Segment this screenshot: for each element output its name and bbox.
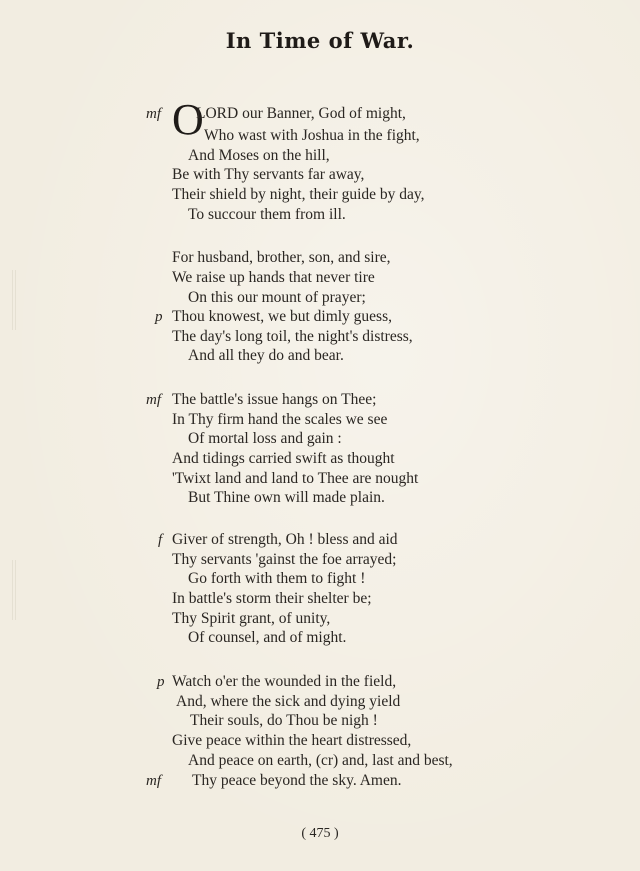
verse-line: The battle's issue hangs on Thee; — [172, 391, 377, 408]
verse-line: Of mortal loss and gain : — [188, 430, 342, 447]
verse-line: Their shield by night, their guide by day, — [172, 186, 425, 203]
verse-line: Thy servants 'gainst the foe arrayed; — [172, 551, 397, 568]
dynamic-marking: mf — [146, 392, 161, 408]
verse-line: To succour them from ill. — [188, 206, 346, 223]
verse-line: We raise up hands that never tire — [172, 269, 375, 286]
verse-line: Their souls, do Thou be nigh ! — [190, 712, 378, 729]
verse-line: And all they do and bear. — [188, 347, 344, 364]
verse-line: Giver of strength, Oh ! bless and aid — [172, 531, 398, 548]
verse-line: And tidings carried swift as thought — [172, 450, 395, 467]
verse-line: 'Twixt land and land to Thee are nought — [172, 470, 419, 487]
verse-line: And, where the sick and dying yield — [176, 693, 401, 710]
dynamic-marking: p — [155, 309, 163, 325]
dynamic-marking: p — [157, 674, 165, 690]
verse-line: Who wast with Joshua in the fight, — [204, 127, 420, 144]
verse-line: And Moses on the hill, — [188, 147, 330, 164]
verse-line: On this our mount of prayer; — [188, 289, 366, 306]
verse-line: LORD our Banner, God of might, — [196, 105, 406, 122]
verse-line: In Thy firm hand the scales we see — [172, 411, 388, 428]
verse-line: The day's long toil, the night's distress, — [172, 328, 413, 345]
verse-line: Be with Thy servants far away, — [172, 166, 365, 183]
dynamic-marking: mf — [146, 773, 161, 789]
verse-line: Thou knowest, we but dimly guess, — [172, 308, 392, 325]
drop-cap: O — [172, 95, 204, 144]
verse-line: And peace on earth, (cr) and, last and best, — [188, 752, 453, 769]
verse-line: Give peace within the heart distressed, — [172, 732, 412, 749]
page-number: ( 475 ) — [301, 826, 339, 841]
dynamic-marking: f — [158, 532, 163, 548]
verse-line: Go forth with them to fight ! — [188, 570, 366, 587]
dynamic-marking: mf — [146, 106, 161, 122]
verse-line: Thy Spirit grant, of unity, — [172, 610, 331, 627]
bleed-through-staff — [12, 270, 16, 330]
verse-line: For husband, brother, son, and sire, — [172, 249, 391, 266]
verse-line: Watch o'er the wounded in the field, — [172, 673, 397, 690]
verse-line: In battle's storm their shelter be; — [172, 590, 372, 607]
verse-line: Of counsel, and of might. — [188, 629, 347, 646]
bleed-through-staff — [12, 560, 16, 620]
hymn-title: In Time of War. — [225, 28, 415, 53]
verse-line: But Thine own will made plain. — [188, 489, 385, 506]
verse-line: Thy peace beyond the sky. Amen. — [192, 772, 402, 789]
